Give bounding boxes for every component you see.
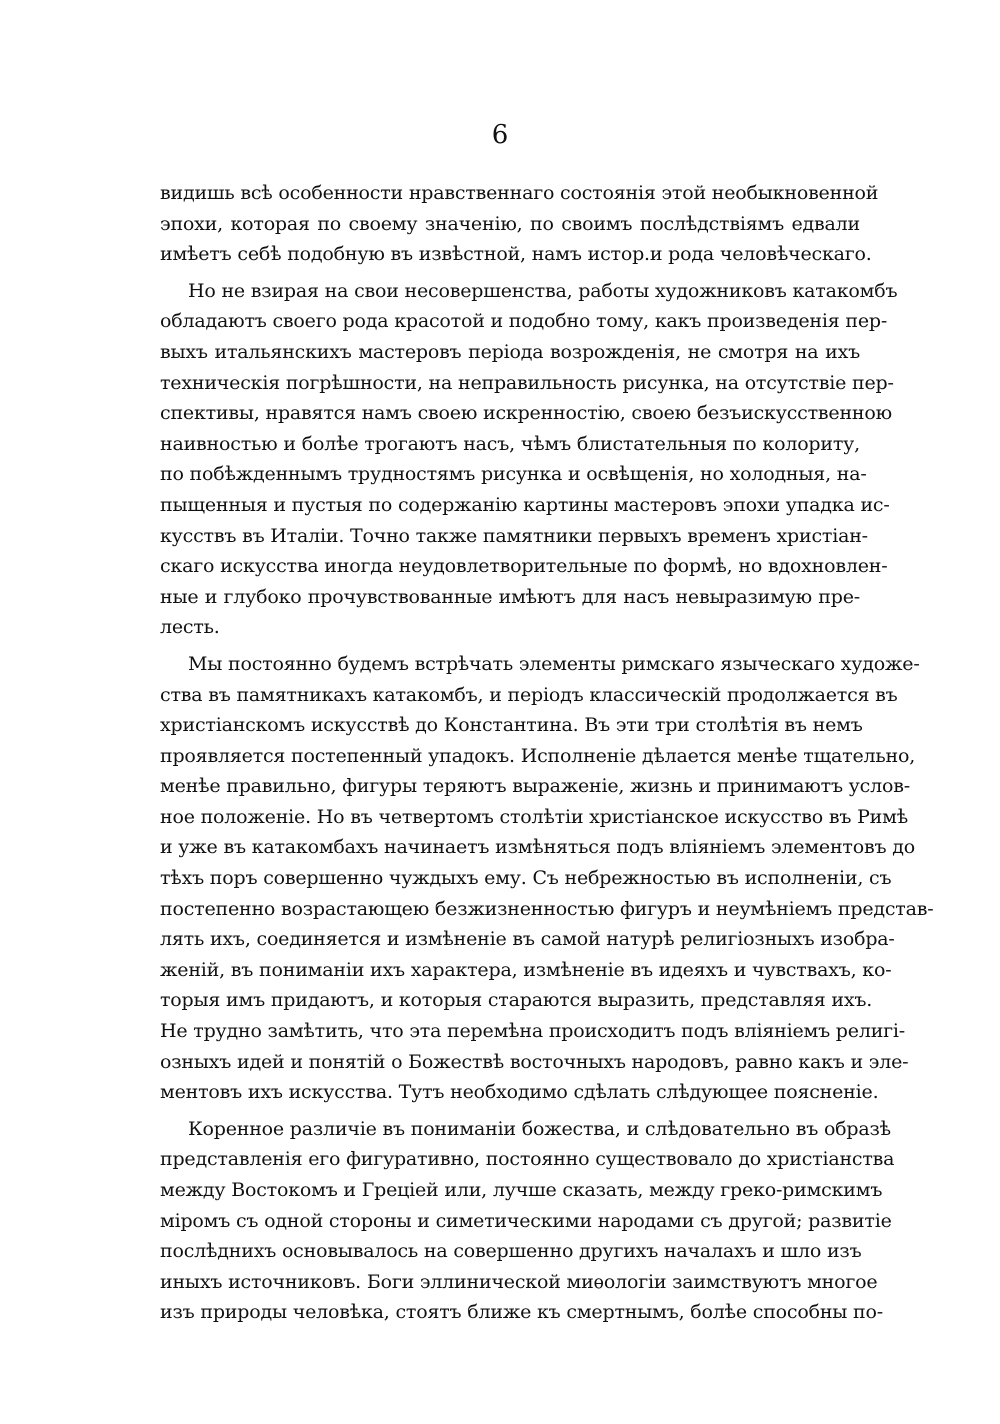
text-line: ства въ памятникахъ катакомбъ, и періодъ классическій продолжается въ [160, 683, 898, 706]
text-line: постепенно возрастающею безжизненностью фигуръ и неумѣніемъ представ- [160, 897, 934, 920]
text-line: проявляется постепенный упадокъ. Исполненіе дѣлается менѣе тщательно, [160, 744, 916, 767]
text-line: Но не взирая на свои несовершенства, работы художниковъ катакомбъ [188, 279, 898, 302]
text-line: женій, въ пониманіи ихъ характера, измѣненіе въ идеяхъ и чувствахъ, ко- [160, 958, 892, 981]
text-line: имѣетъ себѣ подобную въ извѣстной, намъ истор.и рода человѣческаго. [160, 243, 872, 266]
text-line: ментовъ ихъ искусства. Тутъ необходимо сдѣлать слѣдующее поясненіе. [160, 1081, 879, 1104]
body-text [160, 178, 934, 1328]
text-line: скаго искусства иногда неудовлетворительные по формѣ, но вдохновлен- [160, 555, 888, 578]
text-line: ное положеніе. Но въ четвертомъ столѣтіи христіанское искусство въ Римѣ [160, 805, 908, 828]
text-line: торыя имъ придаютъ, и которыя стараются выразить, представляя ихъ. [160, 989, 873, 1012]
paragraph-4 [160, 1114, 895, 1328]
text-line: изъ природы человѣка, стоятъ ближе къ смертнымъ, болѣе способны по- [160, 1301, 883, 1324]
text-line: эпохи, которая по своему значенію, по своимъ послѣдствіямъ едвали [160, 212, 860, 235]
text-line: христіанскомъ искусствѣ до Константина. Въ эти три столѣтія въ немъ [160, 714, 863, 737]
text-line: послѣднихъ основывалось на совершенно другихъ началахъ и шло изъ [160, 1240, 862, 1263]
paragraph-3 [160, 649, 934, 1108]
text-line: и уже въ катакомбахъ начинаетъ измѣняться подъ вліяніемъ элементовъ до [160, 836, 915, 859]
text-line: міромъ съ одной стороны и симетическими народами съ другой; развитіе [160, 1209, 892, 1232]
text-line: лесть. [160, 616, 220, 639]
text-line: менѣе правильно, фигуры теряютъ выраженіе, жизнь и принимаютъ услов- [160, 775, 910, 798]
text-line: техническія погрѣшности, на неправильность рисунка, на отсутствіе пер- [160, 371, 894, 394]
text-line: выхъ итальянскихъ мастеровъ періода возрожденія, не смотря на ихъ [160, 340, 860, 363]
text-line: обладаютъ своего рода красотой и подобно тому, какъ произведенія пер- [160, 310, 888, 333]
text-line: видишь всѣ особенности нравственнаго состоянія этой необыкновенной [160, 182, 879, 204]
text-line: между Востокомъ и Греціей или, лучше сказать, между греко-римскимъ [160, 1179, 883, 1201]
text-line: кусствъ въ Италіи. Точно также памятники первыхъ временъ христіан- [160, 524, 868, 547]
text-line: представленія его фигуративно, постоянно существовало до христіанства [160, 1148, 895, 1171]
text-line: иныхъ источниковъ. Боги эллинической миѳологіи заимствуютъ многое [160, 1270, 878, 1293]
text-line: Не трудно замѣтить, что эта перемѣна происходитъ подъ вліяніемъ религі- [160, 1020, 906, 1043]
text-line: озныхъ идей и понятій о Божествѣ восточныхъ народовъ, равно какъ и эле- [160, 1050, 909, 1073]
text-line: ные и глубоко прочувствованные имѣютъ для насъ невыразимую пре- [160, 585, 860, 608]
paragraph-2 [160, 276, 898, 643]
text-line: пыщенныя и пустыя по содержанію картины мастеровъ эпохи упадка ис- [160, 493, 890, 516]
text-line: Мы постоянно будемъ встрѣчать элементы римскаго языческаго художе- [188, 652, 920, 675]
text-line: Коренное различіе въ пониманіи божества, и слѣдовательно въ образѣ [188, 1117, 891, 1140]
text-line: тѣхъ поръ совершенно чуждыхъ ему. Съ небрежностью въ исполненіи, съ [160, 867, 892, 890]
text-line: по побѣжденнымъ трудностямъ рисунка и освѣщенія, но холодныя, на- [160, 463, 867, 486]
page-number: 6 [491, 120, 509, 150]
text-line: спективы, нравятся намъ своею искренностію, своею безъискусственною [160, 402, 892, 425]
text-line: наивностью и болѣе трогаютъ насъ, чѣмъ блистательныя по колориту, [160, 432, 860, 455]
paragraph-1 [160, 178, 879, 270]
text-line: лять ихъ, соединяется и измѣненіе въ самой натурѣ религіозныхъ изобра- [160, 928, 895, 951]
